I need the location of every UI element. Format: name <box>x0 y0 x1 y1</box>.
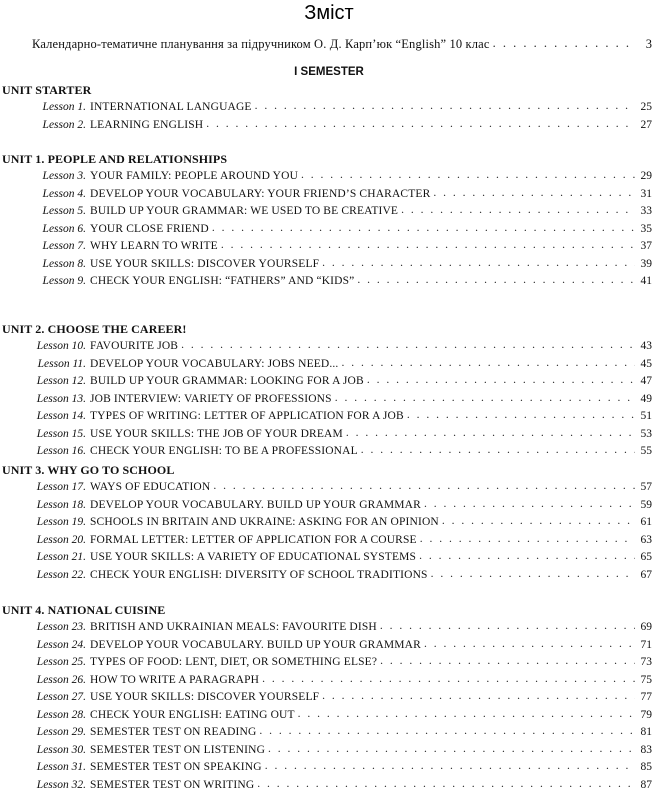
dot-leader <box>442 513 635 530</box>
dot-leader <box>357 272 635 289</box>
toc-entry[interactable] <box>0 186 652 203</box>
lesson-label: Lesson 1. <box>42 101 86 113</box>
lesson-label: Lesson 19. <box>36 516 86 529</box>
intro-entry[interactable] <box>32 36 652 52</box>
lesson-title: SEMESTER TEST ON SPEAKING <box>90 761 262 774</box>
page-number: 69 <box>640 621 652 633</box>
toc-entry[interactable] <box>0 742 652 759</box>
dot-leader <box>341 355 635 372</box>
lesson-label: Lesson 17. <box>36 481 86 493</box>
lesson-label: Lesson 8. <box>42 257 86 270</box>
dot-leader <box>419 548 635 565</box>
toc-entry[interactable] <box>0 654 652 671</box>
toc-entry[interactable] <box>0 637 652 654</box>
lesson-label: Lesson 25. <box>36 656 86 669</box>
page-title: Зміст <box>304 2 354 24</box>
lesson-label: Lesson 15. <box>36 427 86 440</box>
lesson-title: LEARNING ENGLISH <box>90 118 204 131</box>
lesson-label: Lesson 11. <box>37 357 86 370</box>
toc-entry[interactable] <box>0 672 652 689</box>
page-number: 87 <box>640 778 652 791</box>
lesson-title: BUILD UP YOUR GRAMMAR: WE USED TO BE CREATIVE <box>90 205 399 218</box>
page-number: 83 <box>640 743 652 756</box>
page-number: 59 <box>640 498 652 511</box>
lesson-title: INTERNATIONAL LANGUAGE <box>90 101 252 113</box>
page-number: 65 <box>640 551 652 564</box>
lesson-title: YOUR FAMILY: PEOPLE AROUND YOU <box>90 170 299 182</box>
dot-leader <box>361 442 635 459</box>
dot-leader <box>424 496 635 513</box>
lesson-title: SEMESTER TEST ON LISTENING <box>90 743 266 756</box>
lesson-label: Lesson 28. <box>36 708 86 721</box>
toc-entry[interactable] <box>0 338 652 355</box>
lesson-title: BUILD UP YOUR GRAMMAR: LOOKING FOR A JOB <box>90 375 364 388</box>
dot-leader <box>213 478 635 495</box>
lesson-title: CHECK YOUR ENGLISH: “FATHERS” AND “KIDS” <box>90 275 355 288</box>
page-number: 57 <box>640 481 652 493</box>
dot-leader <box>322 688 635 705</box>
lesson-label: Lesson 20. <box>36 533 86 546</box>
page-number: 63 <box>640 533 652 546</box>
lesson-label: Lesson 31. <box>36 761 86 774</box>
lesson-title: BRITISH AND UKRAINIAN MEALS: FAVOURITE DISH <box>90 621 377 633</box>
toc-entry[interactable] <box>0 443 652 460</box>
toc-entry[interactable] <box>0 238 652 255</box>
dot-leader <box>380 618 635 635</box>
lesson-title: DEVELOP YOUR VOCABULARY: YOUR FRIEND’S CHARACTER <box>90 187 431 200</box>
page-number: 85 <box>640 761 652 774</box>
toc-entry[interactable] <box>0 514 652 531</box>
lesson-title: DEVELOP YOUR VOCABULARY. BUILD UP YOUR GRAMMAR <box>90 638 421 651</box>
lesson-label: Lesson 9. <box>42 275 86 288</box>
lesson-title: JOB INTERVIEW: VARIETY OF PROFESSIONS <box>90 392 332 405</box>
dot-leader <box>431 566 635 583</box>
unit-heading: UNIT 3. WHY GO TO SCHOOL <box>2 463 175 477</box>
lesson-label: Lesson 24. <box>36 638 86 651</box>
page-number: 61 <box>640 516 652 529</box>
page-number: 41 <box>640 275 652 288</box>
intro-page-number: 3 <box>645 37 652 51</box>
dot-leader <box>493 35 635 51</box>
page-number: 45 <box>640 357 652 370</box>
dot-leader <box>433 185 635 202</box>
toc-entry[interactable] <box>0 356 652 373</box>
lesson-title: YOUR CLOSE FRIEND <box>90 222 209 235</box>
lesson-title: CHECK YOUR ENGLISH: EATING OUT <box>90 708 295 721</box>
dot-leader <box>380 653 635 670</box>
dot-leader <box>255 98 635 115</box>
toc-entry[interactable] <box>0 373 652 390</box>
lesson-label: Lesson 2. <box>42 118 86 131</box>
lesson-label: Lesson 22. <box>36 568 86 581</box>
toc-entry[interactable] <box>0 619 652 636</box>
toc-entry[interactable] <box>0 99 652 116</box>
dot-leader <box>268 741 635 758</box>
lesson-label: Lesson 12. <box>36 375 86 388</box>
page-number: 47 <box>640 375 652 388</box>
toc-entry[interactable] <box>0 497 652 514</box>
page-number: 79 <box>640 708 652 721</box>
dot-leader <box>401 202 635 219</box>
toc-entry[interactable] <box>0 549 652 566</box>
dot-leader <box>301 167 635 184</box>
dot-leader <box>367 372 635 389</box>
toc-entry[interactable] <box>0 707 652 724</box>
lesson-label: Lesson 14. <box>36 410 86 423</box>
lesson-label: Lesson 5. <box>42 205 86 218</box>
lesson-title: USE YOUR SKILLS: THE JOB OF YOUR DREAM <box>90 427 343 440</box>
dot-leader <box>335 390 635 407</box>
page-number: 53 <box>640 427 652 440</box>
page-number: 77 <box>640 691 652 704</box>
dot-leader <box>259 723 635 740</box>
page-number: 55 <box>640 445 652 458</box>
page-number: 35 <box>640 222 652 235</box>
toc-entry[interactable] <box>0 256 652 273</box>
toc-entry[interactable] <box>0 689 652 706</box>
lesson-label: Lesson 10. <box>36 340 86 352</box>
lesson-title: WAYS OF EDUCATION <box>90 481 211 493</box>
toc-entry[interactable] <box>0 117 652 134</box>
dot-leader <box>265 758 635 775</box>
lesson-label: Lesson 26. <box>36 673 86 686</box>
lesson-title: DEVELOP YOUR VOCABULARY. BUILD UP YOUR GRAMMAR <box>90 498 421 511</box>
lesson-title: SCHOOLS IN BRITAIN AND UKRAINE: ASKING FOR AN OPINION <box>90 516 439 529</box>
toc-entry[interactable] <box>0 391 652 408</box>
dot-leader <box>262 671 635 688</box>
lesson-title: SEMESTER TEST ON WRITING <box>90 778 255 791</box>
page-number: 67 <box>640 568 652 581</box>
semester-heading: I SEMESTER <box>294 66 364 78</box>
toc-entry[interactable] <box>0 759 652 776</box>
page-number: 81 <box>640 726 652 739</box>
dot-leader <box>221 237 635 254</box>
lesson-title: DEVELOP YOUR VOCABULARY: JOBS NEED... <box>90 357 339 370</box>
toc-entry[interactable] <box>0 567 652 584</box>
lesson-title: TYPES OF FOOD: LENT, DIET, OR SOMETHING ELSE? <box>90 656 378 669</box>
toc-entry[interactable] <box>0 532 652 549</box>
dot-leader <box>346 425 635 442</box>
dot-leader <box>420 531 635 548</box>
lesson-title: TYPES OF WRITING: LETTER OF APPLICATION FOR A JOB <box>90 410 404 423</box>
lesson-label: Lesson 6. <box>42 222 86 235</box>
dot-leader <box>206 116 635 133</box>
toc-entry[interactable] <box>0 724 652 741</box>
dot-leader <box>257 776 635 793</box>
toc-entry[interactable] <box>0 273 652 290</box>
page-number: 75 <box>640 673 652 686</box>
page-number: 29 <box>640 170 652 182</box>
unit-heading: UNIT 2. CHOOSE THE CAREER! <box>2 322 187 336</box>
unit-heading: UNIT 1. PEOPLE AND RELATIONSHIPS <box>2 152 228 166</box>
toc-entry[interactable] <box>0 168 652 185</box>
page-number: 51 <box>640 410 652 423</box>
lesson-label: Lesson 32. <box>36 778 86 791</box>
lesson-label: Lesson 21. <box>36 551 86 564</box>
dot-leader <box>407 407 635 424</box>
lesson-label: Lesson 30. <box>36 743 86 756</box>
lesson-title: WHY LEARN TO WRITE <box>90 240 218 253</box>
lesson-label: Lesson 18. <box>36 498 86 511</box>
toc-entry[interactable] <box>0 408 652 425</box>
toc-entry[interactable] <box>0 203 652 220</box>
dot-leader <box>298 706 635 723</box>
dot-leader <box>181 337 635 354</box>
lesson-title: FAVOURITE JOB <box>90 340 179 352</box>
page-number: 73 <box>640 656 652 669</box>
lesson-title: FORMAL LETTER: LETTER OF APPLICATION FOR A COURSE <box>90 533 417 546</box>
toc-entry[interactable] <box>0 426 652 443</box>
lesson-title: USE YOUR SKILLS: DISCOVER YOURSELF <box>90 691 320 704</box>
lesson-label: Lesson 16. <box>36 445 86 458</box>
lesson-label: Lesson 4. <box>42 187 86 200</box>
page-number: 37 <box>640 240 652 253</box>
lesson-label: Lesson 23. <box>36 621 86 633</box>
dot-leader <box>322 255 635 272</box>
page-number: 33 <box>640 205 652 218</box>
lesson-label: Lesson 13. <box>36 392 86 405</box>
intro-text: Календарно-тематичне планування за підручником О. Д. Карп’юк “English” 10 клас <box>32 37 490 51</box>
lesson-title: SEMESTER TEST ON READING <box>90 726 257 739</box>
page-number: 25 <box>640 101 652 113</box>
page-number: 31 <box>640 187 652 200</box>
toc-entry[interactable] <box>0 777 652 794</box>
dot-leader <box>424 636 635 653</box>
page-number: 71 <box>640 638 652 651</box>
toc-entry[interactable] <box>0 479 652 496</box>
lesson-label: Lesson 29. <box>36 726 86 739</box>
lesson-label: Lesson 27. <box>36 691 86 704</box>
lesson-title: HOW TO WRITE A PARAGRAPH <box>90 673 260 686</box>
unit-heading: UNIT STARTER <box>2 83 92 97</box>
lesson-title: USE YOUR SKILLS: A VARIETY OF EDUCATIONAL SYSTEMS <box>90 551 417 564</box>
lesson-title: CHECK YOUR ENGLISH: TO BE A PROFESSIONAL <box>90 445 358 458</box>
unit-heading: UNIT 4. NATIONAL CUISINE <box>2 603 166 617</box>
dot-leader <box>212 220 635 237</box>
lesson-label: Lesson 3. <box>42 170 86 182</box>
page-number: 27 <box>640 118 652 131</box>
lesson-title: USE YOUR SKILLS: DISCOVER YOURSELF <box>90 257 320 270</box>
toc-entry[interactable] <box>0 221 652 238</box>
lesson-title: CHECK YOUR ENGLISH: DIVERSITY OF SCHOOL TRADITIONS <box>90 568 428 581</box>
lesson-label: Lesson 7. <box>42 240 86 253</box>
page-number: 49 <box>640 392 652 405</box>
page-number: 39 <box>640 257 652 270</box>
page-number: 43 <box>640 340 652 352</box>
